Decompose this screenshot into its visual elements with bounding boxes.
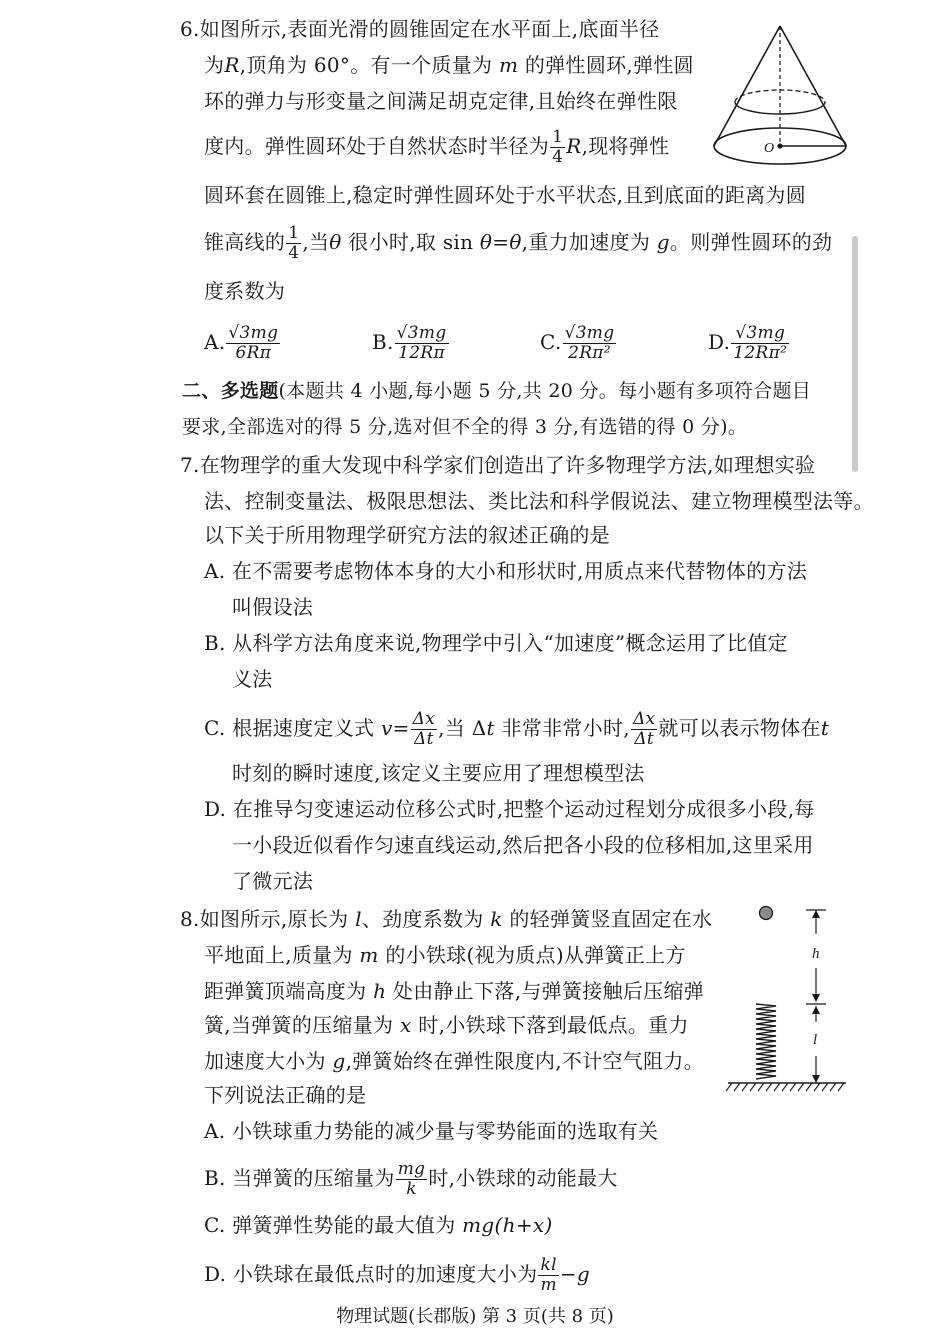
ground [726, 1083, 846, 1091]
option-fraction [563, 324, 617, 363]
q8-line-2 [204, 940, 686, 970]
q7-option-c: C. 根据速度定义式 [204, 716, 381, 740]
q8-line-5 [204, 1046, 704, 1076]
q6-text: 为 [204, 53, 225, 77]
q6-text: ,现将弹性 [581, 134, 670, 158]
q8-line-4 [204, 1010, 689, 1040]
q8-text: 时,小铁球下落到最低点。重力 [411, 1013, 689, 1037]
cone-center-label: O [764, 141, 775, 156]
q6-text: 很小时,取 sin [341, 230, 480, 254]
var-theta: θ [479, 230, 493, 254]
frac-den: 4 [288, 243, 300, 263]
q7-option-c-line-1 [204, 710, 829, 749]
q7-option-d-line-3 [232, 866, 313, 896]
frac-den: k [406, 1179, 417, 1199]
frac-num: 1 [552, 127, 564, 147]
q7-text: 在物理学的重大发现中科学家们创造出了许多物理学方法,如理想实验 [199, 453, 816, 477]
q7-option-b-line-1 [204, 628, 788, 658]
q8-option-d [204, 1256, 590, 1295]
q6-text: 锥高线的 [204, 230, 286, 254]
label-l: l [813, 1032, 818, 1048]
q8-option-c [204, 1210, 553, 1240]
q7-number: 7. [180, 453, 200, 477]
q6-text: 度内。弹性圆环处于自然状态时半径为 [204, 134, 550, 158]
frac-num: √3mg [564, 323, 615, 343]
q6-line-4 [204, 128, 669, 167]
section2-instructions: 要求,全部选对的得 5 分,选对但不全的得 3 分,有选错的得 0 分)。 [182, 416, 748, 438]
q6-text: ,当 [302, 230, 330, 254]
q8-option-b [204, 1160, 618, 1199]
q7-option-a-line-1 [204, 556, 807, 586]
var-m: m [359, 943, 379, 967]
option-fraction [226, 324, 280, 363]
q8-text: 、劲度系数为 [361, 907, 491, 931]
q8-option-a [204, 1116, 658, 1146]
frac-den: 2Rπ² [568, 343, 611, 363]
var-g: g [332, 1049, 346, 1073]
equals-sign: = [392, 716, 410, 740]
q6-line-3 [204, 86, 678, 116]
q7-option-b-line-2 [232, 664, 273, 694]
frac-den: Δt [634, 729, 655, 749]
q8-text: 下列说法正确的是 [204, 1083, 367, 1107]
q7-option-a: 叫假设法 [232, 595, 314, 619]
var-m: m [499, 53, 519, 77]
fraction-mg-k [396, 1160, 428, 1199]
section2-line-2 [182, 412, 747, 442]
var-R: R [566, 134, 582, 158]
q7-option-b: 义法 [232, 667, 273, 691]
minus-sign: − [559, 1262, 577, 1286]
q8-text: 距弹簧顶端高度为 [204, 979, 374, 1003]
q6-text: 的弹性圆环,弹性圆 [518, 53, 694, 77]
q7-option-d: 一小段近似看作匀速直线运动,然后把各小段的位移相加,这里采用 [232, 833, 814, 857]
option-label: A. [204, 330, 226, 354]
iron-ball [760, 907, 773, 920]
option-fraction [395, 324, 449, 363]
q7-option-c-line-2 [232, 758, 645, 788]
q8-option-b-text: B. 当弹簧的压缩量为 [204, 1166, 395, 1190]
q8-option-d-text: D. 小铁球在最低点时的加速度大小为 [204, 1262, 538, 1286]
q7-line-1 [180, 450, 815, 480]
q8-option-c-text: C. 弹簧弹性势能的最大值为 [204, 1213, 463, 1237]
q7-option-d-line-2 [232, 830, 814, 860]
q6-text: 。则弹性圆环的劲 [669, 230, 833, 254]
fraction-one-quarter [286, 224, 301, 263]
var-R: R [224, 53, 240, 77]
fraction-kl-m [538, 1256, 558, 1295]
frac-num: √3mg [228, 323, 279, 343]
frac-num: Δx [632, 709, 656, 729]
q8-line-3 [204, 976, 704, 1006]
equals-sign: = [492, 230, 510, 254]
frac-num: Δx [412, 709, 436, 729]
option-label: C. [540, 330, 562, 354]
q6-text: 如图所示,表面光滑的圆锥固定在水平面上,底面半径 [199, 17, 660, 41]
q6-number: 6. [180, 17, 200, 41]
q6-line-5 [204, 180, 806, 210]
q6-line-2 [204, 50, 694, 80]
q6-option-a [204, 324, 281, 363]
q8-text: 处由静止下落,与弹簧接触后压缩弹 [386, 979, 705, 1003]
q8-line-6 [204, 1080, 366, 1110]
fraction-dx-dt [411, 710, 437, 749]
fraction-dx-dt [631, 710, 657, 749]
q7-option-a: A. 在不需要考虑物体本身的大小和形状时,用质点来代替物体的方法 [204, 559, 808, 583]
frac-den: m [540, 1275, 557, 1295]
frac-num: 1 [288, 223, 300, 243]
q7-option-d: 了微元法 [232, 869, 314, 893]
scrollbar-thumb[interactable] [852, 236, 858, 472]
q7-option-d: D. 在推导匀变速运动位移公式时,把整个运动过程划分成很多小段,每 [204, 797, 815, 821]
frac-num: √3mg [396, 323, 447, 343]
frac-num: √3mg [731, 324, 789, 344]
section2-title: 二、多选题 [182, 380, 279, 402]
fraction-one-quarter [550, 128, 565, 167]
q7-option-d-line-1 [204, 794, 815, 824]
q7-line-2 [204, 486, 874, 516]
q6-text: ,顶角为 60°。有一个质量为 [239, 53, 499, 77]
q8-text: 加速度大小为 [204, 1049, 333, 1073]
option-fraction [731, 324, 789, 363]
q6-option-c [540, 324, 617, 363]
var-g: g [576, 1262, 591, 1286]
var-k: k [490, 907, 503, 931]
label-h: h [812, 946, 820, 962]
q6-text: 圆环套在圆锥上,稳定时弹性圆环处于水平状态,且到底面的距离为圆 [204, 183, 807, 207]
frac-den: 12Rπ [398, 343, 445, 363]
q6-option-d [708, 324, 790, 363]
q8-text: 平地面上,质量为 [204, 943, 360, 967]
q8-option-b-text: 时,小铁球的动能最大 [428, 1166, 618, 1190]
q6-text: 度系数为 [204, 279, 286, 303]
frac-den: 12Rπ² [733, 343, 788, 363]
q8-text: 如图所示,原长为 [199, 907, 356, 931]
dimension-arrows [806, 910, 826, 1083]
expression-mg-h-x: mg(h+x) [462, 1213, 553, 1237]
q8-number: 8. [180, 907, 200, 931]
q7-option-c: 就可以表示物体在 [658, 716, 821, 740]
q7-option-c: ,当 Δ [438, 716, 487, 740]
q7-text: 以下关于所用物理学研究方法的叙述正确的是 [204, 523, 610, 547]
q6-option-b [372, 324, 450, 363]
cone-figure [700, 20, 860, 180]
q8-text: 的轻弹簧竖直固定在水 [502, 907, 713, 931]
frac-den: 6Rπ [235, 343, 272, 363]
q8-option-a-text: A. 小铁球重力势能的减少量与零势能面的选取有关 [204, 1119, 659, 1143]
var-t: t [486, 716, 495, 740]
option-label: B. [372, 330, 394, 354]
var-h: h [373, 979, 387, 1003]
option-label: D. [708, 330, 731, 354]
var-theta: θ [509, 230, 522, 254]
q6-line-7 [204, 276, 285, 306]
var-theta: θ [329, 230, 342, 254]
var-x: x [400, 1013, 412, 1037]
q7-line-3 [204, 520, 610, 550]
spring-ball-figure [722, 898, 852, 1098]
frac-num: mg [397, 1159, 426, 1179]
var-g: g [656, 230, 670, 254]
q6-line-1 [180, 14, 660, 44]
q8-text: 的小铁球(视为质点)从弹簧正上方 [378, 943, 686, 967]
frac-num: kl [538, 1256, 558, 1276]
section2-instructions: (本题共 4 小题,每小题 5 分,共 20 分。每小题有多项符合题目 [278, 380, 812, 402]
q7-option-c: 非常非常小时, [494, 716, 630, 740]
q8-line-1 [180, 904, 712, 934]
q7-option-b: B. 从科学方法角度来说,物理学中引入“加速度”概念运用了比值定 [204, 631, 788, 655]
var-t: t [820, 716, 830, 740]
spring [756, 1004, 776, 1079]
q8-text: 簧,当弹簧的压缩量为 [204, 1013, 401, 1037]
page-footer: 物理试题(长郡版) 第 3 页(共 8 页) [336, 1306, 614, 1327]
q6-line-6 [204, 224, 832, 263]
frac-den: Δt [414, 729, 434, 749]
frac-den: 4 [552, 147, 564, 167]
var-l: l [355, 907, 362, 931]
var-v: v [380, 716, 393, 740]
q6-text: 环的弹力与形变量之间满足胡克定律,且始终在弹性限 [204, 89, 678, 113]
q7-text: 法、控制变量法、极限思想法、类比法和科学假说法、建立物理模型法等。 [204, 489, 874, 513]
q6-text: ,重力加速度为 [521, 230, 657, 254]
q8-text: ,弹簧始终在弹性限度内,不计空气阻力。 [345, 1049, 704, 1073]
q7-option-c: 时刻的瞬时速度,该定义主要应用了理想模型法 [232, 761, 645, 785]
section2-line-1 [182, 376, 811, 406]
q7-option-a-line-2 [232, 592, 313, 622]
